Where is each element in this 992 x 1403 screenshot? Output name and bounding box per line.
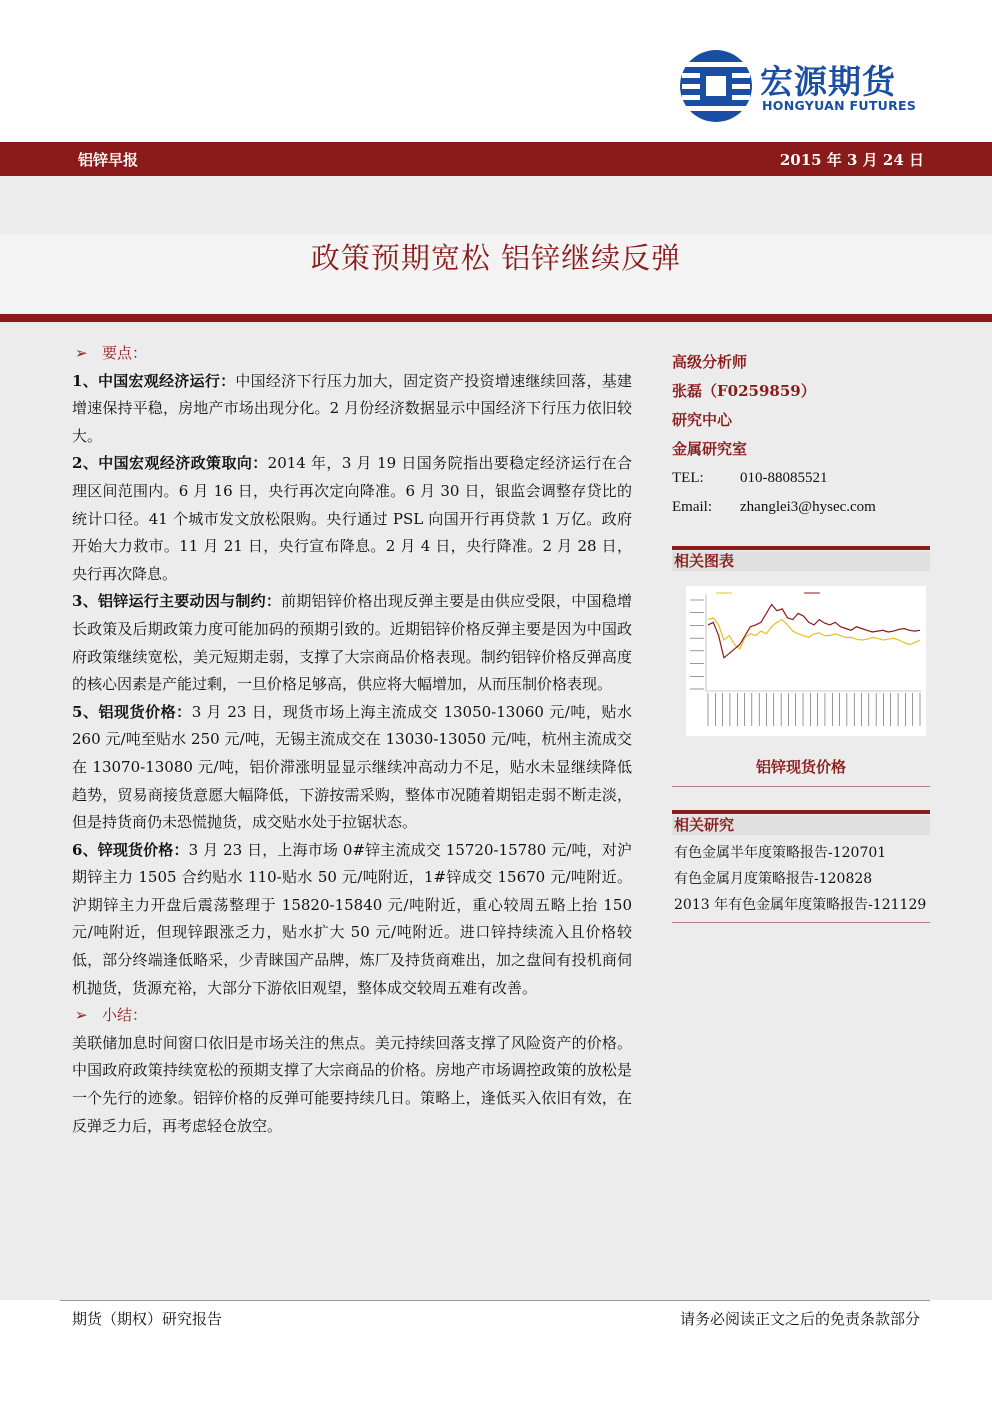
email-address: zhanglei3@hysec.com — [740, 499, 876, 515]
header-bar — [0, 142, 992, 176]
hongyuan-logo-icon — [678, 48, 754, 124]
section-macro-policy: 2、中国宏观经济政策取向：2014 年，3 月 19 日国务院指出要稳定经济运行在合理区间范围内。6 月 16 日，央行再次定向降准。6 月 30 日，银监会调整存贷比的统计口径。41 个城市发文放松限购。央行通过 PSL 向国开行再贷款 1 万亿。政府开始大力救市。11 月 21 日，央行宣布降息。2 月 4 日，央行降准。2 月 28 日，央行再次降息。 — [72, 454, 632, 583]
research-list — [674, 840, 934, 918]
footer-report-type: 期货（期权）研究报告 — [72, 1310, 223, 1328]
logo-text-chinese: 宏源期货 — [760, 62, 896, 101]
analyst-name: 张磊（F0259859） — [672, 382, 816, 400]
department-1: 研究中心 — [672, 411, 733, 429]
section-aluminum-spot: 5、铝现货价格：3 月 23 日，现货市场上海主流成交 13050-13060 元/吨，贴水 260 元/吨至贴水 250 元/吨，无锡主流成交在 13030-13050 元/吨，杭州主流成交在 13070-13080 元/吨，铝价滞涨明显显示继续冲高动力不足，贴水未显继续降低趋势，贸易商接货意愿大幅降低，下游按需采购，整体市况随着期铝走弱不断走淡，但是持货商仍未恐慌抛货，成交贴水处于拉锯状态。 — [72, 702, 632, 832]
department-2: 金属研究室 — [672, 440, 748, 458]
main-content — [72, 340, 632, 1140]
related-charts-label: 相关图表 — [672, 551, 930, 571]
footer-divider — [60, 1300, 930, 1301]
arrow-bullet-icon: ➢ — [75, 1006, 88, 1025]
chart-section-divider — [672, 786, 930, 787]
phone-number: 010-88085521 — [740, 470, 828, 486]
related-research-header — [672, 810, 930, 834]
logo-text-english: HONGYUAN FUTURES — [762, 98, 917, 113]
related-research-label: 相关研究 — [672, 815, 930, 835]
section-drivers: 3、铝锌运行主要动因与制约：前期铝锌价格出现反弹主要是由供应受限，中国稳增长政策及后期政策力度可能加码的预期引致的。近期铝锌价格反弹主要是因为中国政府政策继续宽松，美元短期走弱，支撑了大宗商品价格表现。制约铝锌价格反弹高度的核心因素是产能过剩，一旦价格足够高，供应将大幅增加，从而压制价格表现。 — [72, 592, 632, 694]
research-item[interactable]: 2013 年有色金属年度策略报告-121129 — [674, 897, 927, 913]
email-row: Email: zhanglei3@hysec.com — [672, 499, 876, 515]
report-type: 铝锌早报 — [78, 151, 139, 169]
research-item[interactable]: 有色金属月度策略报告-120828 — [674, 871, 873, 887]
research-section-divider — [672, 922, 930, 923]
price-chart-svg — [686, 586, 926, 736]
chart-caption: 铝锌现货价格 — [755, 758, 846, 776]
footer-disclaimer: 请务必阅读正文之后的免责条款部分 — [679, 1310, 920, 1328]
analyst-title: 高级分析师 — [672, 353, 748, 371]
key-points-heading: ➢ 要点： — [72, 340, 632, 368]
summary-text: 美联储加息时间窗口依旧是市场关注的焦点。美元持续回落支撑了风险资产的价格。中国政府政策持续宽松的预期支撑了大宗商品的价格。房地产市场调控政策的放松是一个先行的迹象。铝锌价格的反弹可能要持续几日。策略上，逢低买入依旧有效，在反弹乏力后，再考虑轻仓放空。 — [72, 1033, 632, 1135]
section-zinc-spot: 6、锌现货价格：3 月 23 日，上海市场 0#锌主流成交 15720-15780 元/吨，对沪期锌主力 1505 合约贴水 110-贴水 50 元/吨附近，1#锌成交 15670 元/吨附近。沪期锌主力开盘后震荡整理于 15820-15840 元/吨附近，重心较周五略上抬 150 元/吨附近，但现锌跟涨乏力，贴水扩大 50 元/吨附近。进口锌持续流入且价格较低，部分终端逢低略采，少青睐国产品牌，炼厂及持货商难出，加之盘间有投机商伺机抛货，货源充裕，大部分下游依旧观望，整体成交较周五难有改善。 — [72, 840, 632, 997]
price-chart — [686, 586, 926, 736]
arrow-bullet-icon: ➢ — [75, 344, 88, 362]
report-date: 2015 年 3 月 24 日 — [779, 151, 924, 169]
page-title: 政策预期宽松 铝锌继续反弹 — [310, 241, 682, 275]
section-macro-economy: 1、中国宏观经济运行：中国经济下行压力加大，固定资产投资增速继续回落，基建增速保持平稳，房地产市场出现分化。2 月份经济数据显示中国经济下行压力依旧较大。 — [72, 371, 632, 445]
phone-row: TEL: 010-88085521 — [672, 470, 828, 486]
company-logo — [678, 48, 928, 124]
title-divider — [0, 314, 992, 322]
summary-heading: ➢ 小结： — [72, 1002, 632, 1030]
research-item[interactable]: 有色金属半年度策略报告-120701 — [674, 845, 887, 861]
related-charts-header — [672, 546, 930, 570]
analyst-info — [672, 348, 934, 522]
